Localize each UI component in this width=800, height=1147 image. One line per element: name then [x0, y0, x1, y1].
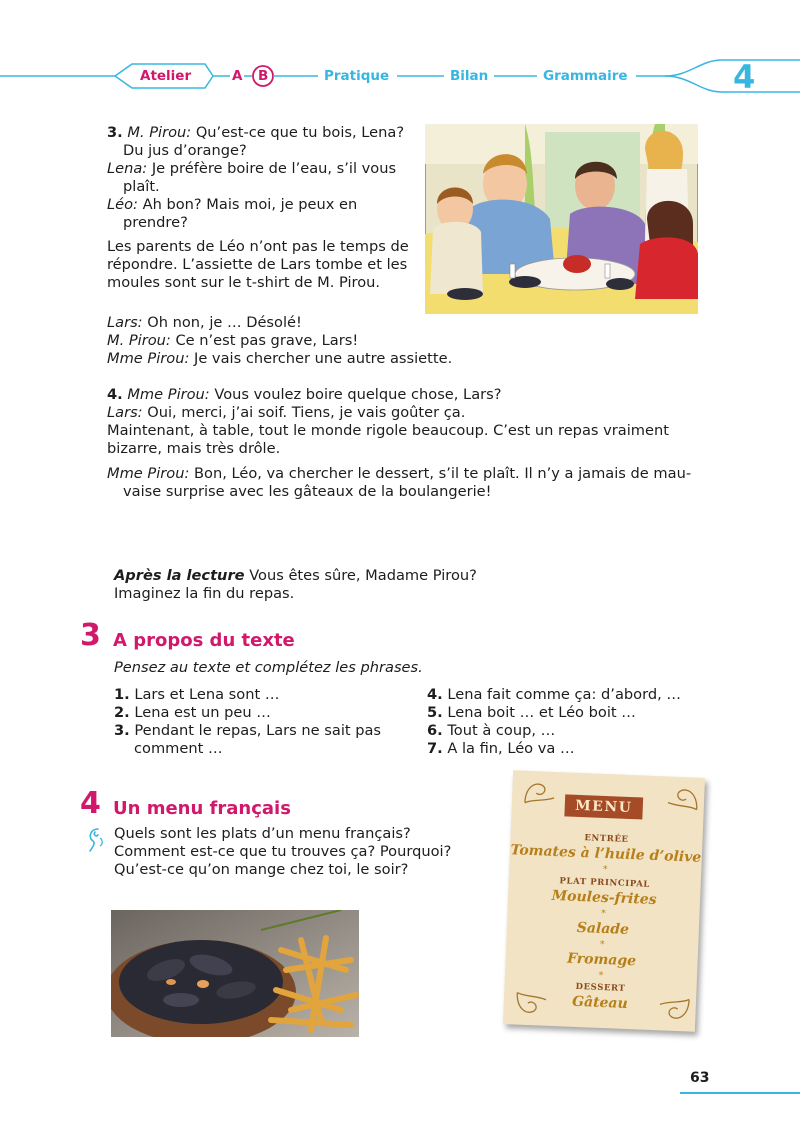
page-number: 63 — [690, 1070, 710, 1086]
item-text: Lena fait comme ça: d’abord, … — [447, 686, 681, 703]
menu-fromage: Fromage — [566, 950, 637, 970]
exercise-item — [114, 704, 404, 722]
menu-dessert: Gâteau — [571, 993, 629, 1013]
nav-atelier[interactable]: Atelier — [140, 68, 192, 84]
item-text: Tout à coup, … — [447, 722, 556, 739]
section-3-items-left — [114, 686, 404, 758]
moules-frites-photo — [111, 910, 359, 1037]
dialogue-text: Je vais chercher une autre assiette. — [194, 350, 453, 367]
ornament-icon — [520, 777, 561, 809]
after-reading-label: Après la lecture — [114, 567, 245, 584]
question: Comment est-ce que tu trouves ça? Pourquoi? — [114, 843, 452, 860]
nav-pratique[interactable]: Pratique — [324, 68, 390, 84]
menu-entree: Tomates à l’huile d’olive — [510, 842, 702, 866]
section-3-title: A propos du texte — [113, 630, 295, 651]
item-text: Pendant le repas, Lars ne sait pas comment … — [134, 722, 382, 757]
exercise-item — [427, 704, 727, 722]
narration: Les parents de Léo n’ont pas le temps de répondre. L’assiette de Lars tombe et les moules sont sur le t-shirt de M. Pirou. — [107, 238, 409, 291]
menu-plat: Moules-frites — [551, 887, 657, 909]
header-nav-lines — [0, 56, 800, 100]
nav-grammaire[interactable]: Grammaire — [543, 68, 628, 84]
item-number: 4. — [427, 686, 443, 703]
nav-a[interactable]: A — [232, 68, 243, 84]
item-number: 3. — [114, 722, 130, 739]
menu-card — [503, 770, 705, 1032]
exercise-item — [427, 722, 727, 740]
menu-separator: * — [602, 864, 608, 876]
question: Qu’est-ce qu’on mange chez toi, le soir? — [114, 861, 409, 878]
menu-dessert-label: DESSERT — [575, 981, 626, 994]
family-dinner-illustration — [425, 124, 698, 314]
after-reading — [114, 567, 514, 603]
speaker: Mme Pirou: — [107, 350, 190, 367]
question: Quels sont les plats d’un menu français? — [114, 825, 411, 842]
menu-entree-label: ENTRÉE — [584, 833, 629, 845]
nav-b[interactable]: B — [258, 68, 269, 84]
section-3-number: 3 — [80, 618, 101, 653]
exercise-item — [114, 722, 404, 758]
part-number: 3. — [107, 124, 123, 141]
speaker: Lars: — [107, 314, 143, 331]
nav-bilan[interactable]: Bilan — [450, 68, 489, 84]
item-number: 2. — [114, 704, 130, 721]
dialogue-text: Qu’est-ce que tu bois, Lena? Du jus d’orange? — [123, 124, 405, 159]
speaker: Mme Pirou: — [127, 386, 210, 403]
page-number-rule — [680, 1092, 800, 1094]
dialogue-text: Ah bon? Mais moi, je peux en prendre? — [123, 196, 358, 231]
item-text: Lena boit … et Léo boit … — [447, 704, 636, 721]
exercise-item — [427, 740, 727, 758]
menu-plat-label: PLAT PRINCIPAL — [559, 876, 651, 890]
item-text: Lena est un peu … — [134, 704, 271, 721]
dialogue-text: Je préfère boire de l’eau, s’il vous plaît. — [123, 160, 397, 195]
item-number: 7. — [427, 740, 443, 757]
story-part-3 — [107, 124, 419, 292]
after-reading-line1: Vous êtes sûre, Madame Pirou? — [249, 567, 477, 584]
section-4-title: Un menu français — [113, 798, 291, 819]
unit-number: 4 — [733, 58, 756, 96]
speaker: Léo: — [107, 196, 138, 213]
speaker: Lars: — [107, 404, 143, 421]
story-part-3-end — [107, 314, 527, 368]
speaker: Mme Pirou: — [107, 465, 190, 482]
item-number: 1. — [114, 686, 130, 703]
dialogue-text: Ce n’est pas grave, Lars! — [175, 332, 359, 349]
menu-separator: * — [599, 939, 605, 951]
section-3-instruction: Pensez au texte et complétez les phrases. — [114, 659, 423, 676]
section-4-questions — [114, 825, 474, 879]
ornament-icon — [662, 782, 703, 814]
speaker: M. Pirou: — [107, 332, 171, 349]
dialogue-text: Bon, Léo, va chercher le dessert, s’il te plaît. Il n’y a jamais de mau-vaise surprise avec les gâteaux de la boulangerie! — [123, 465, 692, 500]
after-reading-line2: Imaginez la fin du repas. — [114, 585, 295, 602]
menu-salade: Salade — [576, 919, 630, 939]
speaker: M. Pirou: — [127, 124, 192, 141]
section-4-number: 4 — [80, 786, 101, 821]
item-text: A la fin, Léo va … — [447, 740, 575, 757]
story-part-4 — [107, 386, 705, 501]
menu-title: MENU — [564, 794, 643, 819]
dialogue-text: Oui, merci, j’ai soif. Tiens, je vais goûter ça. — [147, 404, 466, 421]
item-text: Lars et Lena sont … — [134, 686, 280, 703]
item-number: 5. — [427, 704, 443, 721]
item-number: 6. — [427, 722, 443, 739]
section-3-items-right — [427, 686, 727, 758]
part-number: 4. — [107, 386, 123, 403]
dialogue-text: Vous voulez boire quelque chose, Lars? — [214, 386, 502, 403]
speaking-icon — [84, 826, 106, 854]
exercise-item — [427, 686, 727, 704]
menu-separator: * — [601, 908, 606, 920]
exercise-item — [114, 686, 404, 704]
menu-separator: * — [598, 970, 604, 982]
narration: Maintenant, à table, tout le monde rigole beaucoup. C’est un repas vraiment bizarre, mais très drôle. — [107, 422, 669, 457]
dialogue-text: Oh non, je … Désolé! — [147, 314, 302, 331]
speaker: Lena: — [107, 160, 148, 177]
